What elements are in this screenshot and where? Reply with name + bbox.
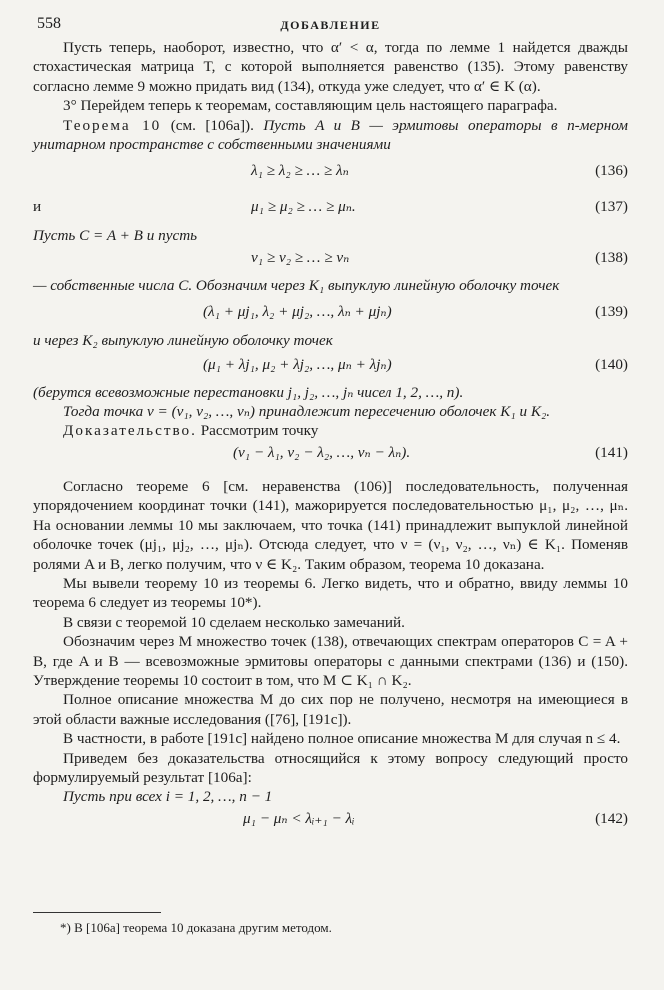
equation-number: (139) — [595, 303, 628, 321]
equation-number: (141) — [595, 443, 628, 461]
equation-number: (138) — [595, 248, 628, 266]
equation-formula: ν₁ ≥ ν₂ ≥ … ≥ νₙ — [251, 248, 350, 266]
equation-formula: (λ₁ + μj₁, λ₂ + μj₂, …, λₙ + μjₙ) — [203, 303, 392, 321]
equation-number: (142) — [595, 809, 628, 827]
equation-number: (136) — [595, 162, 628, 180]
paragraph-derived: Мы вывели теорему 10 из теоремы 6. Легко видеть, что и обратно, ввиду леммы 10 теорема 6 следует из теоремы 10*). — [33, 574, 628, 612]
equation-139 — [33, 295, 628, 331]
equation-138 — [33, 246, 628, 276]
equation-136 — [33, 154, 628, 190]
equation-142 — [33, 807, 628, 837]
proof-start — [33, 421, 628, 440]
proof-text: Рассмотрим точку — [196, 422, 319, 440]
paragraph-claim: Тогда точка ν = (ν₁, ν₂, …, νₙ) принадлежит пересечению оболочек K₁ и K₂. — [63, 403, 551, 421]
equation-number: (137) — [595, 198, 628, 216]
paragraph-eigenvalues: — собственные числа C. Обозначим через K₁ выпуклую линейную оболочку точек — [33, 276, 560, 294]
paragraph-theorem-6: Согласно теореме 6 [см. неравенства (106)] последовательность, полученная упорядочением координат точки (141), мажорируется последовательностью μ₁, μ₂, …, μₙ. На основании леммы 10 мы заключаем, что точка (141) принадлежит выпуклой линейной оболочке точек (μj₁, μj₂, …, μjₙ). Отсюда следует, что ν = (ν₁, ν₂, …, νₙ) ∈ K₁. Поменяв ролями A и B, легко получим, что ν ∈ K₂. Таким образом, теорема 10 доказана. — [33, 477, 628, 573]
proof-label: Доказательство. — [63, 422, 197, 440]
paragraph-k2: и через K₂ выпуклую линейную оболочку точек — [33, 332, 333, 350]
paragraph-set-m: Обозначим через M множество точек (138), отвечающих спектрам операторов C = A + B, где A и B — всевозможные эрмитовы операторы с данными спектрами (136) и (150). Утверждение теоремы 10 состоит в том, что M ⊂ K₁ ∩ K₂. — [33, 633, 628, 689]
footnote-rule — [33, 912, 161, 913]
paragraph-lemma: Пусть теперь, наоборот, известно, что α′ < α, тогда по лемме 1 найдется дважды стохастическая матрица T, с которой выполняется равенство (135). Этому равенству согласно лемме 9 можно придать вид (134), откуда уже следует, что α′ ∈ K (α). — [33, 39, 628, 95]
page-header — [37, 14, 624, 36]
equation-141 — [33, 441, 628, 471]
paragraph-present: Приведем без доказательства относящийся к этому вопросу следующий просто формулируемый результат [106а]: — [33, 749, 628, 786]
theorem-text: Пусть A и B — эрмитовы операторы в n-мерном унитарном пространстве с собственными значениями — [33, 116, 628, 154]
equation-number: (140) — [595, 355, 628, 373]
equation-140 — [33, 351, 628, 383]
equation-formula: (μ₁ + λj₁, μ₂ + λj₂, …, μₙ + λjₙ) — [203, 355, 392, 373]
paragraph-remarks: В связи с теоремой 10 сделаем несколько замечаний. — [63, 613, 405, 631]
conjunction-and: и — [33, 198, 42, 216]
equation-formula: λ₁ ≥ λ₂ ≥ … ≥ λₙ — [251, 162, 349, 180]
paragraph-let-c: Пусть C = A + B и пусть — [33, 227, 198, 245]
footnote: *) В [106а] теорема 10 доказана другим методом. — [60, 920, 332, 935]
equation-formula: (ν₁ − λ₁, ν₂ − λ₂, …, νₙ − λₙ). — [233, 443, 411, 461]
paragraph-full-description: Полное описание множества M до сих пор не получено, несмотря на имеющиеся в этой области важные исследования ([76], [191c]). — [33, 691, 628, 728]
running-title: ДОБАВЛЕНИЕ — [280, 18, 381, 32]
theorem-10 — [33, 116, 628, 155]
paragraph-191c: В частности, в работе [191c] найдено полное описание множества M для случая n ≤ 4. — [63, 730, 621, 748]
paragraph-permutations: (берутся всевозможные перестановки j₁, j₂, …, jₙ чисел 1, 2, …, n). — [33, 383, 464, 401]
equation-formula: μ₁ ≥ μ₂ ≥ … ≥ μₙ. — [251, 198, 356, 216]
paragraph-let-all: Пусть при всех i = 1, 2, …, n − 1 — [63, 788, 273, 806]
paragraph-section-3: 3° Перейдем теперь к теоремам, составляющим цель настоящего параграфа. — [63, 97, 558, 115]
page-number: 558 — [37, 15, 61, 32]
page-body — [33, 38, 628, 837]
theorem-ref: (см. [106а]). — [161, 116, 264, 134]
equation-formula: μ₁ − μₙ < λᵢ₊₁ − λᵢ — [243, 809, 355, 827]
theorem-label: Теорема 10 — [63, 116, 162, 134]
equation-137 — [33, 190, 628, 226]
